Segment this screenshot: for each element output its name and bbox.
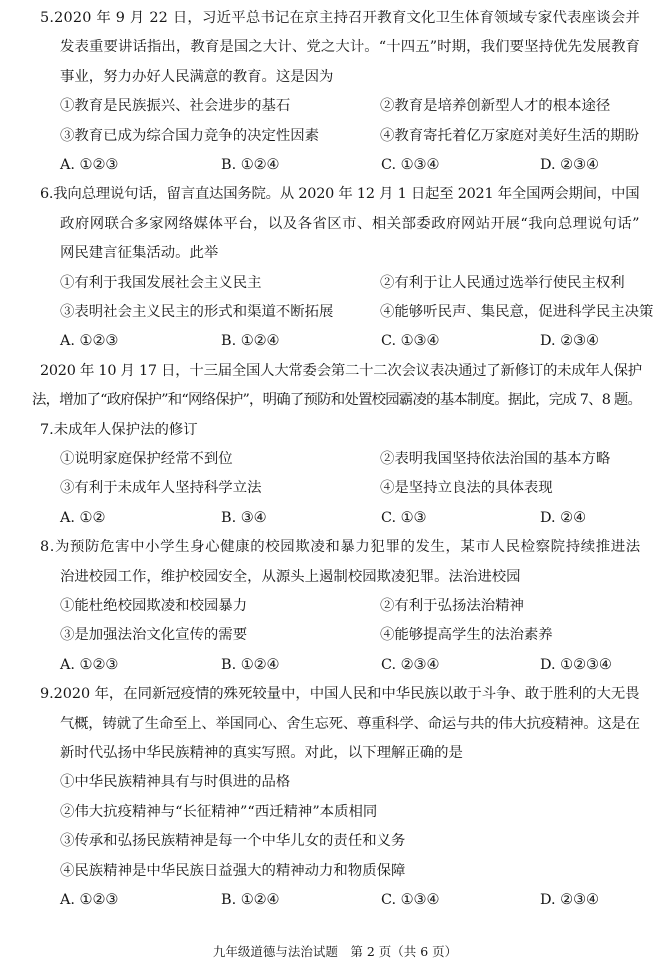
question-9-stem-line: 9.2020 年，在同新冠疫情的殊死较量中，中国人民和中华民族以敢于斗争、敢于胜利的大无畏 xyxy=(40,686,640,703)
answer-option[interactable]: B. ③④ xyxy=(221,509,267,526)
answer-option[interactable]: C. ①③④ xyxy=(381,892,440,908)
statement: ③是加强法治文化宣传的需要 xyxy=(60,627,248,644)
statement: ④能够听民声、集民意，促进科学民主决策 xyxy=(380,304,654,320)
question-5-stem-line: 发表重要讲话指出，教育是国之大计、党之大计。“十四五”时期，我们要坚持优先发展教育 xyxy=(60,39,641,56)
answer-option[interactable]: C. ①③④ xyxy=(381,333,440,350)
statement: ③有利于未成年人坚持科学立法 xyxy=(60,480,262,497)
answer-option[interactable]: A. ①②③ xyxy=(60,892,119,908)
statement: ①中华民族精神具有与时俱进的品格 xyxy=(60,774,291,791)
statement: ②伟大抗疫精神与“长征精神”“西迁精神”本质相同 xyxy=(60,803,378,820)
statement: ④是坚持立良法的具体表现 xyxy=(380,480,553,497)
answer-option[interactable]: B. ①②④ xyxy=(221,157,280,173)
question-7-stem-line: 7.未成年人保护法的修订 xyxy=(40,421,198,438)
question-6-stem-line: 6.我向总理说句话，留言直达国务院。从 2020 年 12 月 1 日起至 2021 年全国两会期间，中国 xyxy=(40,186,640,203)
question-9-stem-line: 气概，铸就了生命至上、举国同心、舍生忘死、尊重科学、命运与共的伟大抗疫精神。这是在 xyxy=(60,715,640,732)
answer-option[interactable]: D. ②③④ xyxy=(540,333,599,350)
statement: ③表明社会主义民主的形式和渠道不断拓展 xyxy=(60,304,334,320)
question-8-stem-line: 治进校园工作，维护校园安全，从源头上遏制校园欺凌犯罪。法治进校园 xyxy=(60,568,521,585)
statement: ①能杜绝校园欺凌和校园暴力 xyxy=(60,598,248,614)
question-6-stem-line: 网民建言征集活动。此举 xyxy=(60,245,219,262)
answer-option[interactable]: A. ①② xyxy=(60,509,106,526)
statement: ③教育已成为综合国力竞争的决定性因素 xyxy=(60,127,320,144)
statement: ①教育是民族振兴、社会进步的基石 xyxy=(60,98,291,115)
question-9-stem-line: 新时代弘扬中华民族精神的真实写照。对此，以下理解正确的是 xyxy=(60,745,463,761)
statement: ①有利于我国发展社会主义民主 xyxy=(60,274,262,291)
material-7-8-line: 法，增加了“政府保护”和“网络保护”，明确了预防和处置校园霸凌的基本制度。据此，完成 7、8 题。 xyxy=(32,392,642,409)
answer-option[interactable]: D. ②③④ xyxy=(540,892,599,908)
answer-option[interactable]: B. ①②④ xyxy=(221,892,280,908)
statement: ①说明家庭保护经常不到位 xyxy=(60,451,233,467)
statement: ②表明我国坚持依法治国的基本方略 xyxy=(380,451,611,467)
question-6-stem-line: 政府网联合多家网络媒体平台，以及各省区市、相关部委政府网站开展“我向总理说句话” xyxy=(60,215,640,232)
material-7-8-line: 2020 年 10 月 17 日，十三届全国人大常委会第二十二次会议表决通过了新修订的未成年人保护 xyxy=(40,362,642,379)
answer-option[interactable]: A. ①②③ xyxy=(60,157,119,173)
statement: ④民族精神是中华民族日益强大的精神动力和物质保障 xyxy=(60,862,406,879)
statement: ④能够提高学生的法治素养 xyxy=(380,627,553,644)
answer-option[interactable]: D. ②④ xyxy=(540,509,586,526)
answer-option[interactable]: A. ①②③ xyxy=(60,333,119,350)
statement: ②有利于弘扬法治精神 xyxy=(380,598,524,614)
answer-option[interactable]: A. ①②③ xyxy=(60,656,119,673)
question-5-stem-line: 事业，努力办好人民满意的教育。这是因为 xyxy=(60,68,334,85)
statement: ②教育是培养创新型人才的根本途径 xyxy=(380,98,611,115)
question-5-stem-line: 5.2020 年 9 月 22 日，习近平总书记在京主持召开教育文化卫生体育领域专家代表座谈会并 xyxy=(40,10,641,26)
answer-option[interactable]: D. ①②③④ xyxy=(540,656,612,673)
statement: ②有利于让人民通过选举行使民主权利 xyxy=(380,274,625,291)
statement: ③传承和弘扬民族精神是每一个中华儿女的责任和义务 xyxy=(60,833,406,850)
answer-option[interactable]: B. ①②④ xyxy=(221,333,280,350)
answer-option[interactable]: B. ①②④ xyxy=(221,656,280,673)
statement: ④教育寄托着亿万家庭对美好生活的期盼 xyxy=(380,127,640,144)
page-footer: 九年级道德与法治试题 第 2 页（共 6 页） xyxy=(212,944,458,959)
question-8-stem-line: 8.为预防危害中小学生身心健康的校园欺凌和暴力犯罪的发生，某市人民检察院持续推进法 xyxy=(40,539,641,556)
answer-option[interactable]: C. ②③④ xyxy=(381,656,440,673)
answer-option[interactable]: C. ①③④ xyxy=(381,157,440,173)
answer-option[interactable]: D. ②③④ xyxy=(540,157,599,173)
answer-option[interactable]: C. ①③ xyxy=(381,509,427,526)
